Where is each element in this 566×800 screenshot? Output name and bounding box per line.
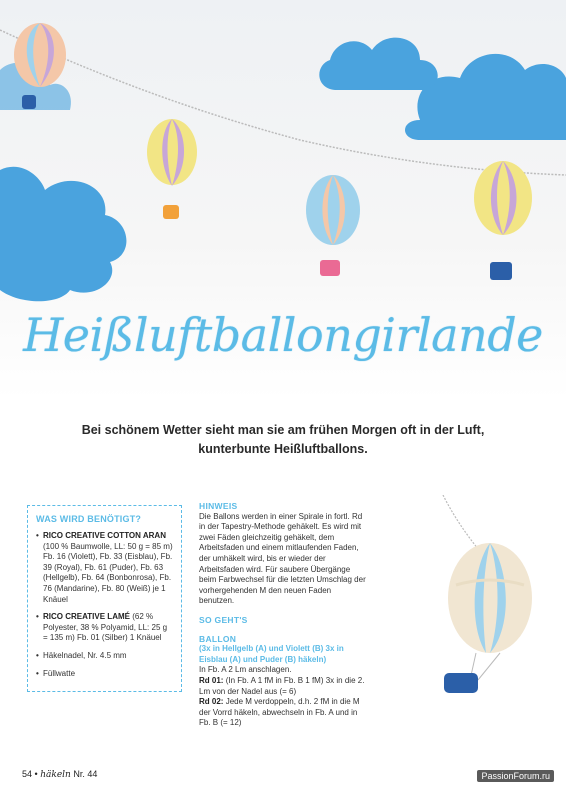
page-number: 54 [22,769,33,779]
list-item [36,531,173,605]
side-photo [378,495,566,720]
hot-air-balloon [474,161,532,280]
round-label: Rd 02: [199,697,224,707]
cloud-shape [0,38,566,302]
material-name: RICO CREATIVE COTTON ARAN [43,531,166,540]
page-title: Heißluftballongirlande [23,308,543,362]
material-detail: (100 % Baumwolle, LL: 50 g = 85 m) Fb. 16 (Violett), Fb. 33 (Eisblau), Fb. 39 (Royal), Fb. 61 (Puder), Fb. 63 (Hellgelb), Fb. 64 (Bonbonrosa), Fb. 76 (Mandarine), Fb. 80 (Weiß) je 1 Knäuel [43,541,173,604]
issue-number: Nr. 44 [73,769,98,779]
hot-air-balloon [444,543,532,693]
lede-text: Bei schönem Wetter sieht man sie am frühen Morgen oft in der Luft, kunterbunte Heißluftballons. [81,423,485,456]
materials-list [36,531,173,679]
balloon-photo [378,495,566,720]
round-text: Jede M verdoppeln, d.h. 2 fM in die M der Vorrd häkeln, abwechseln in Fb. A und in Fb. B (= 12) [199,697,360,728]
instructions-column [199,501,367,729]
round-label: Rd 01: [199,675,224,685]
material-name: RICO CREATIVE LAMÉ [43,612,130,622]
list-item [36,651,173,662]
list-item [36,612,173,644]
watermark: PassionForum.ru [477,770,554,782]
round-item [199,697,367,729]
magazine-brand: häkeln [40,770,71,780]
material-detail: Häkelnadel, Nr. 4.5 mm [43,650,127,660]
page-footer [22,769,97,780]
round-item [199,676,367,697]
materials-box [27,505,182,692]
hinweis-heading: HINWEIS [199,501,238,511]
hot-air-balloon [306,175,360,276]
sogehts-heading: SO GEHT'S [199,614,248,625]
material-detail: Füllwatte [43,668,76,678]
list-item [36,669,173,680]
ballon-heading: BALLON [199,633,237,644]
ballon-intro: In Fb. A 2 Lm anschlagen. [199,665,292,675]
round-text: (In Fb. A 1 fM in Fb. B 1 fM) 3x in die 2. Lm von der Nadel aus (= 6) [199,675,365,696]
hinweis-text: Die Ballons werden in einer Spirale in fortl. Rd in der Tapestry-Methode gehäkelt. Es wird mit zwei Fäden gleichzeitig gehäkelt, dem Arbeitsfaden und einem mitlaufenden Faden, der umhäkelt wird, bis er wieder der Arbeitsfaden wird. Für saubere Übergänge beim Farbwechsel für die letzten Umschlag der vorhergehenden M den neuen Faden benutzen. [199,511,366,606]
materials-heading: WAS WIRD BENÖTIGT? [36,514,142,524]
material-detail: (62 % Polyester, 38 % Polyamid, LL: 25 g = 135 m) Fb. 01 (Silber) 1 Knäuel [43,612,168,643]
hot-air-balloon [147,119,197,219]
footer-bullet: • [34,769,38,779]
ballon-subtitle: (3x in Hellgelb (A) und Violett (B) 3x in Eisblau (A) und Puder (B) häkeln) [199,644,344,664]
